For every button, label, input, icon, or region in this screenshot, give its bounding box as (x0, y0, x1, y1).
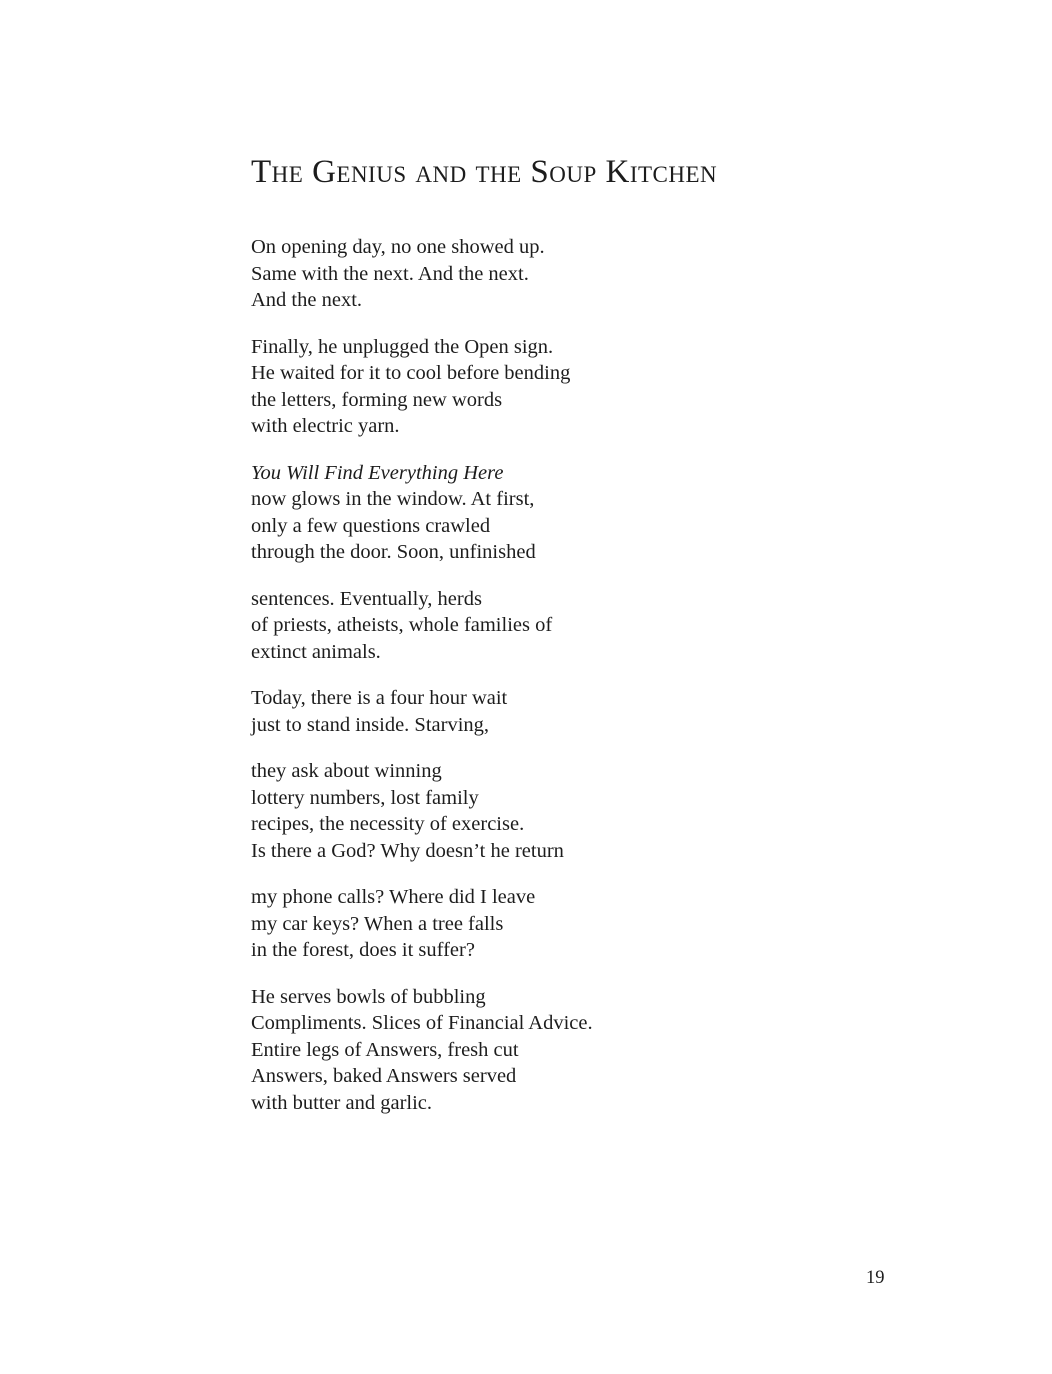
poem-line: Is there a God? Why doesn’t he return (251, 839, 564, 862)
stanza (251, 984, 891, 1117)
poem-line: with electric yarn. (251, 415, 400, 438)
stanza (251, 685, 891, 738)
poem-title: The Genius and the Soup Kitchen (251, 154, 718, 190)
poem-line: Entire legs of Answers, fresh cut (251, 1038, 519, 1061)
poem-line: lottery numbers, lost family (251, 786, 479, 809)
page-content (251, 152, 891, 1136)
stanza (251, 234, 891, 314)
stanza (251, 460, 891, 566)
poem-line: And the next. (251, 289, 363, 312)
poem-line: now glows in the window. At first, (251, 488, 535, 511)
poem-line: He serves bowls of bubbling (251, 985, 486, 1008)
stanza (251, 334, 891, 440)
poem-line: On opening day, no one showed up. (251, 236, 545, 259)
stanza (251, 586, 891, 666)
poem-line: Finally, he unplugged the Open sign. (251, 335, 554, 358)
stanza (251, 758, 891, 864)
poem-line: sentences. Eventually, herds (251, 587, 482, 610)
poem-line: they ask about winning (251, 760, 442, 783)
poem-line: He waited for it to cool before bending (251, 362, 571, 385)
poem-line: You Will Find Everything Here (251, 461, 504, 484)
poem-line: in the forest, does it suffer? (251, 939, 475, 962)
stanza (251, 884, 891, 964)
poem-line: through the door. Soon, unfinished (251, 541, 536, 564)
page-number: 19 (866, 1268, 885, 1288)
poem-line: of priests, atheists, whole families of (251, 614, 553, 637)
poem-line: Today, there is a four hour wait (251, 687, 508, 710)
poem-line: recipes, the necessity of exercise. (251, 813, 525, 836)
poem-line: Same with the next. And the next. (251, 262, 529, 285)
poem-line: with butter and garlic. (251, 1091, 433, 1114)
poem-body (251, 234, 891, 1116)
poem-line: the letters, forming new words (251, 388, 503, 411)
poem-line: my phone calls? Where did I leave (251, 886, 536, 909)
poem-line: only a few questions crawled (251, 514, 491, 537)
poem-line: my car keys? When a tree falls (251, 912, 504, 935)
poem-line: just to stand inside. Starving, (251, 713, 490, 736)
poem-line: Compliments. Slices of Financial Advice. (251, 1012, 593, 1035)
poem-line: extinct animals. (251, 640, 381, 663)
poem-line: Answers, baked Answers served (251, 1065, 517, 1088)
